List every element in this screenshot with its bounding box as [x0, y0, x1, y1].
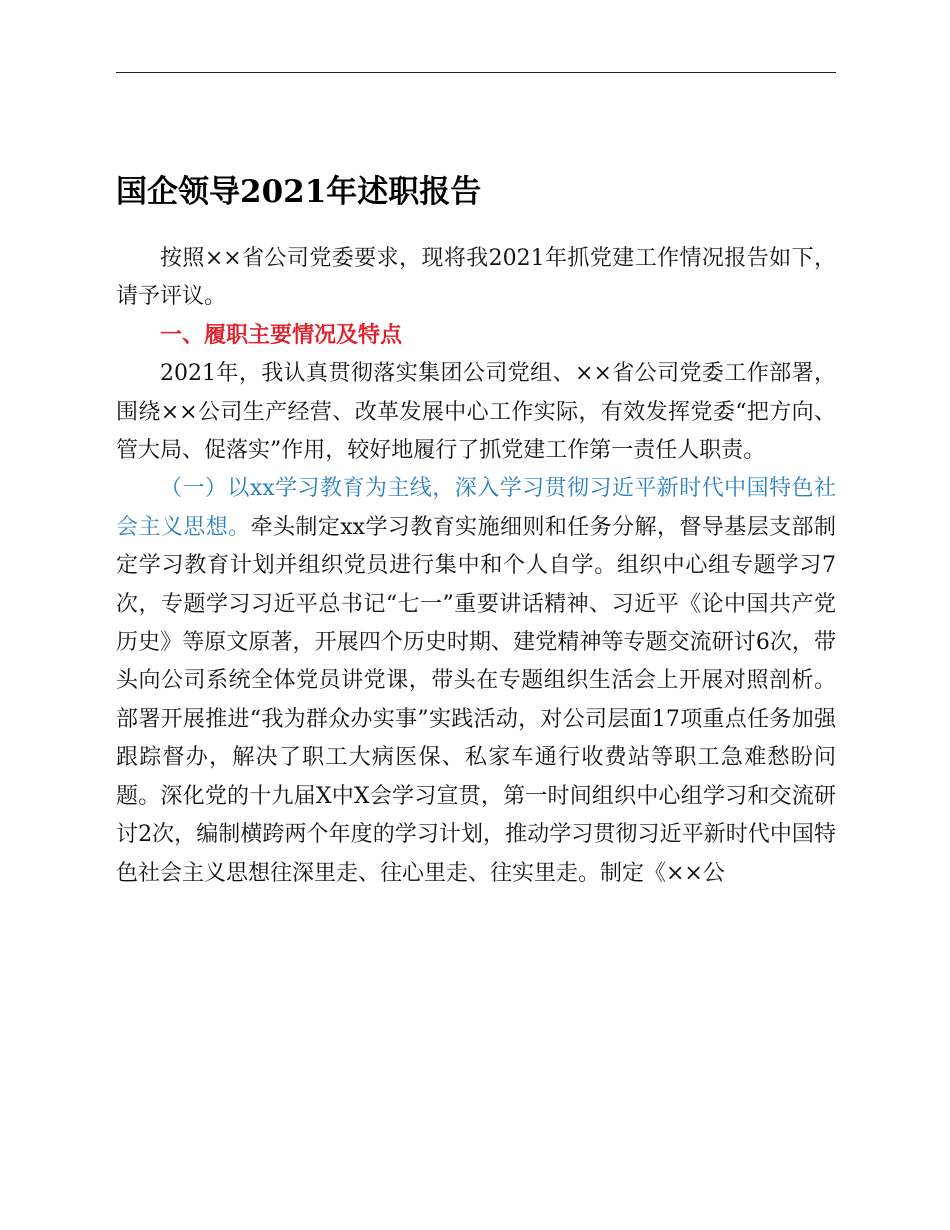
document-body	[116, 240, 836, 893]
header-rule	[116, 72, 836, 73]
item-lead-sentence: （一）以xx学习教育为主线，深入学习贯彻习近平新时代中国特色社会主义思想。	[116, 476, 836, 540]
item-paragraph	[116, 470, 836, 892]
document-title: 国企领导2021年述职报告	[116, 174, 482, 210]
item-body-text: 牵头制定xx学习教育实施细则和任务分解，督导基层支部制定学习教育计划并组织党员进行集中和个人自学。组织中心组专题学习7次，专题学习习近平总书记“七一”重要讲话精神、习近平《论中国共产党历史》等原文原著，开展四个历史时期、建党精神等专题交流研讨6次，带头向公司系统全体党员讲党课，带头在专题组织生活会上开展对照剖析。部署开展推进“我为群众办实事”实践活动，对公司层面17项重点任务加强跟踪督办，解决了职工大病医保、私家车通行收费站等职工急难愁盼问题。深化党的十九届X中X会学习宣贯，第一时间组织中心组学习和交流研讨2次，编制横跨两个年度的学习计划，推动学习贯彻习近平新时代中国特色社会主义思想往深里走、往心里走、往实里走。制定《××公	[116, 514, 836, 886]
section-heading: 一、履职主要情况及特点	[160, 322, 403, 348]
intro-paragraph: 按照××省公司党委要求，现将我2021年抓党建工作情况报告如下，请予评议。	[116, 246, 836, 310]
section-summary-paragraph: 2021年，我认真贯彻落实集团公司党组、××省公司党委工作部署，围绕××公司生产经营、改革发展中心工作实际，有效发挥党委“把方向、管大局、促落实”作用，较好地履行了抓党建工作第一责任人职责。	[116, 361, 836, 464]
